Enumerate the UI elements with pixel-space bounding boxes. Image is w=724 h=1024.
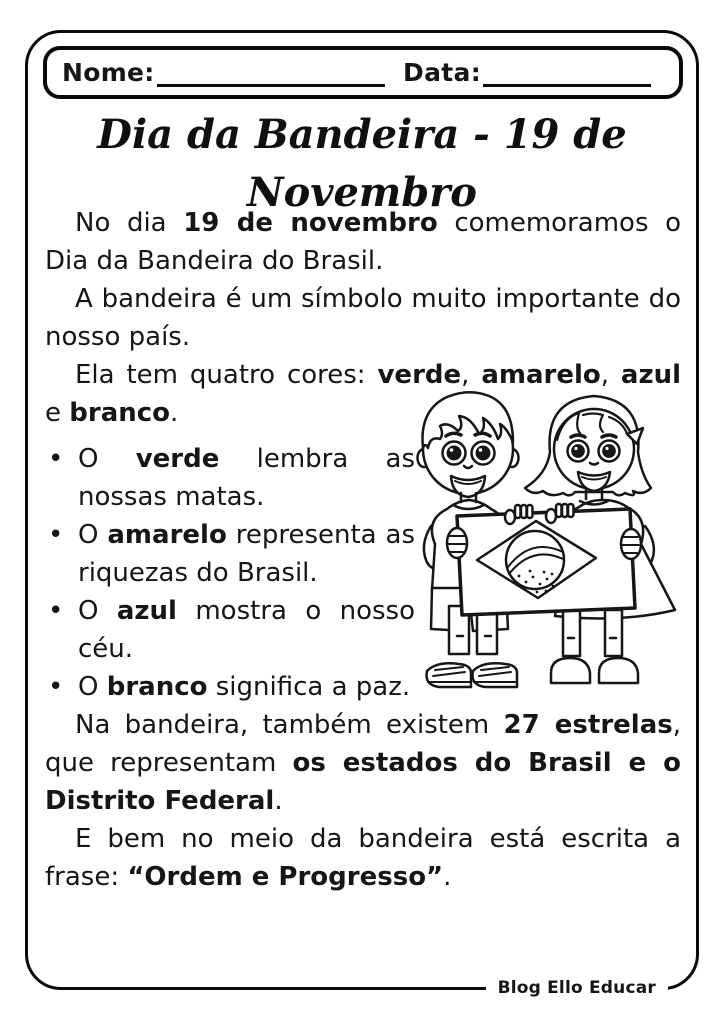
brazil-flag [457, 509, 635, 615]
paragraph-intro-2: A bandeira é um símbolo muito importante do nosso país. [45, 284, 681, 352]
bullet-icon: • [48, 672, 64, 702]
bullet-icon: • [48, 444, 64, 474]
list-item [45, 440, 415, 516]
list-item-text: O azul mostra o nosso céu. [78, 596, 416, 664]
name-date-box [43, 46, 683, 99]
list-item-text: O branco significa a paz. [78, 672, 411, 702]
paragraph-intro-3: Ela tem quatro cores: verde, amarelo, azul e branco. [45, 360, 682, 428]
paragraph-motto: E bem no meio da bandeira está escrita a frase: “Ordem e Progresso”. [45, 824, 681, 892]
bullet-icon: • [48, 520, 64, 550]
name-write-line [157, 56, 385, 87]
girl-head [525, 396, 651, 505]
children-flag-illustration [413, 386, 697, 696]
list-item [45, 668, 415, 706]
paragraph-intro-1: No dia 19 de novembro comemoramos o Dia da Bandeira do Brasil. [45, 208, 681, 276]
paragraph-stars: Na bandeira, também existem 27 estrelas, que representam os estados do Brasil e o Distrito Federal. [45, 710, 681, 816]
list-item-text: O amarelo representa as riquezas do Brasil. [78, 520, 416, 588]
bullet-icon: • [48, 596, 64, 626]
page-title: Dia da Bandeira - 19 de Novembro [97, 111, 627, 216]
footer-credit: Blog Ello Educar [486, 978, 668, 998]
list-item [45, 592, 415, 668]
date-write-line [483, 56, 651, 87]
date-label: Data: [403, 58, 481, 87]
worksheet-body [45, 204, 681, 896]
flag-colors-list [45, 440, 415, 706]
boy-head [418, 392, 519, 509]
list-item [45, 516, 415, 592]
list-item-text: O verde lembra as nossas matas. [78, 444, 416, 512]
name-label: Nome: [62, 58, 155, 87]
